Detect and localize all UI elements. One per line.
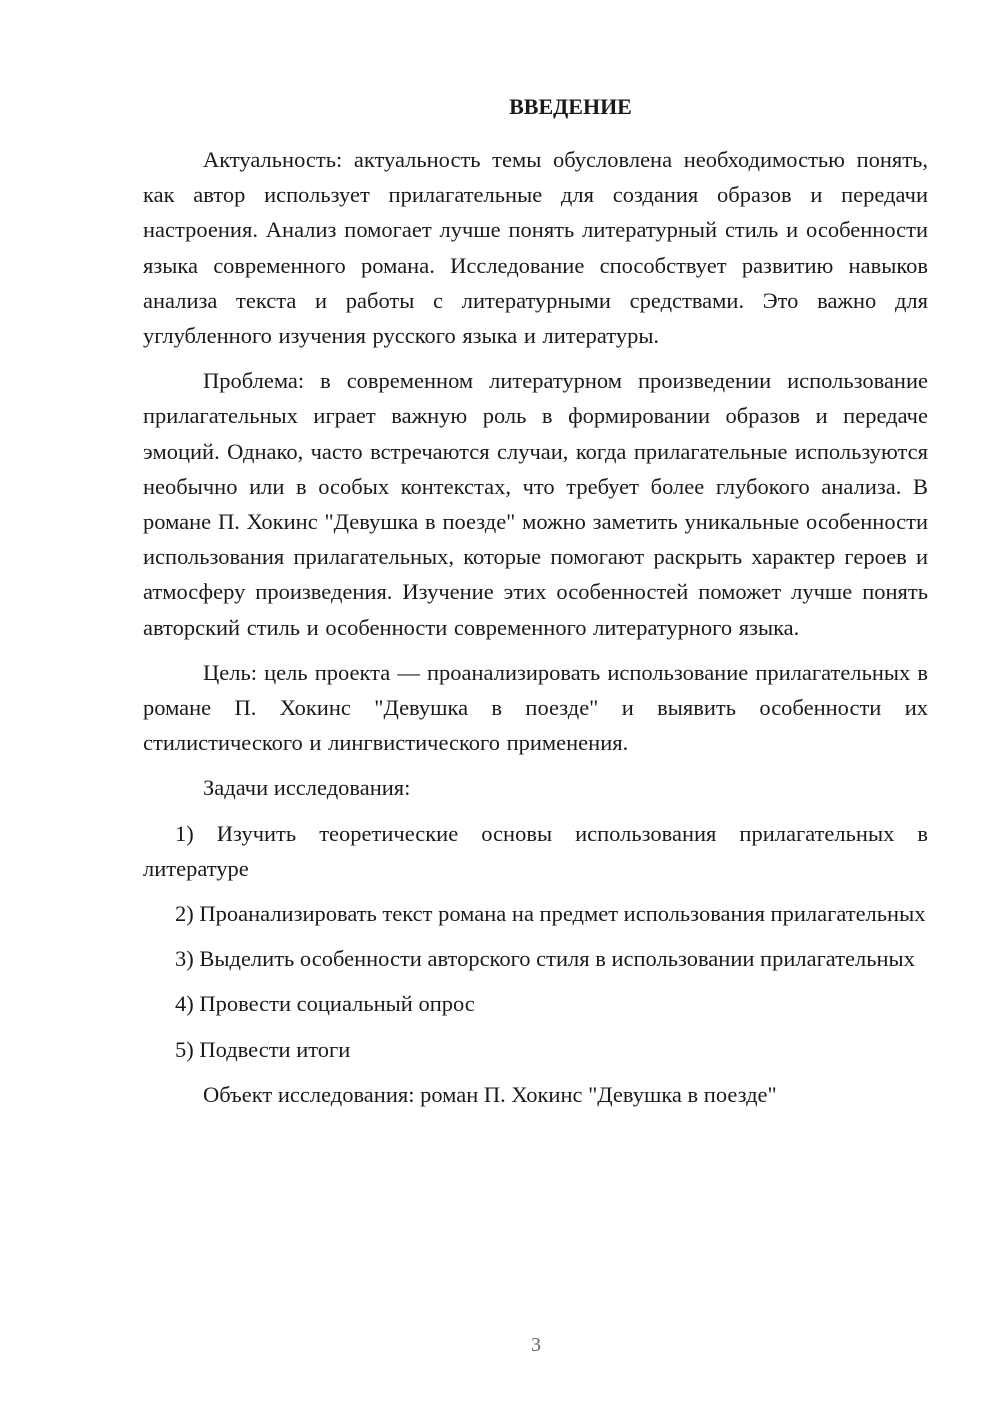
relevance-paragraph: Актуальность: актуальность темы обусловлена необходимостью понять, как автор использует прилагательные для создания образов и передачи настроения. Анализ помогает лучше понять литературный стиль и особенности языка современного романа. Исследование способствует развитию навыков анализа текста и работы с литературными средствами. Это важно для углубленного изучения русского языка и литературы. [143,147,928,349]
document-page [143,92,928,1112]
page-number: 3 [531,1334,541,1356]
tasks-heading: Задачи исследования: [203,775,411,801]
task-item-5: 5) Подвести итоги [175,1036,351,1062]
task-item-2: 2) Проанализировать текст романа на предмет использования прилагательных [175,901,926,927]
tasks-list [143,816,928,1067]
problem-paragraph: Проблема: в современном литературном произведении использование прилагательных играет важную роль в формировании образов и передаче эмоций. Однако, часто встречаются случаи, когда прилагательные используются необычно или в особых контекстах, что требует более глубокого анализа. В романе П. Хокинс "Девушка в поезде" можно заметить уникальные особенности использования прилагательных, которые помогают раскрыть характер героев и атмосферу произведения. Изучение этих особенностей поможет лучше понять авторский стиль и особенности современного литературного языка. [143,368,928,640]
task-item-3: 3) Выделить особенности авторского стиля в использовании прилагательных [175,946,915,972]
goal-paragraph: Цель: цель проекта — проанализировать использование прилагательных в романе П. Хокинс "Девушка в поезде" и выявить особенности их стилистического и лингвистического применения. [143,659,928,756]
research-object: Объект исследования: роман П. Хокинс "Девушка в поезде" [203,1081,777,1107]
page-title: ВВЕДЕНИЕ [509,94,632,119]
task-item-1: 1) Изучить теоретические основы использования прилагательных в литературе [143,820,928,881]
task-item-4: 4) Провести социальный опрос [175,991,475,1017]
